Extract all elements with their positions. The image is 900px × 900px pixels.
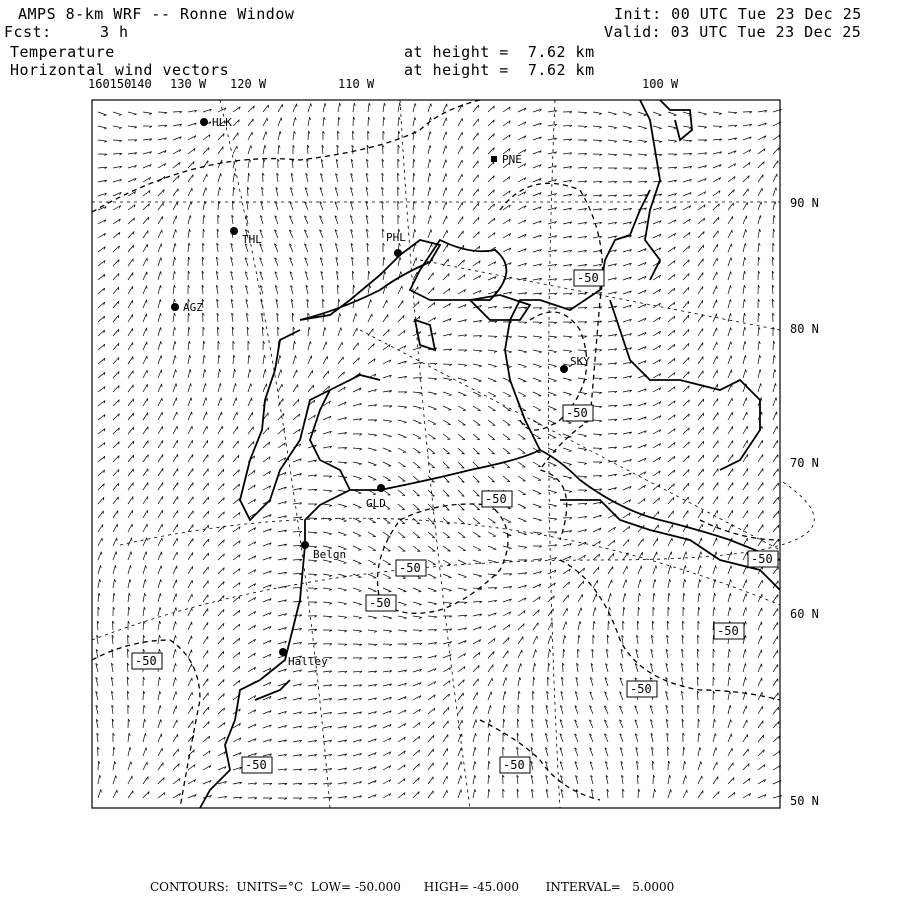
station-marker	[171, 303, 179, 311]
map-title: AMPS 8-km WRF -- Ronne Window	[18, 5, 295, 23]
station-marker	[377, 484, 385, 492]
lat-label: 70 N	[790, 456, 819, 470]
contour-label: -50	[399, 561, 421, 575]
station-label: PHL	[386, 231, 406, 244]
field-temperature: Temperature	[10, 43, 115, 61]
contour-labels	[132, 270, 778, 773]
station-marker	[279, 648, 287, 656]
lat-label: 60 N	[790, 607, 819, 621]
map-frame	[92, 100, 780, 808]
contour-label: -50	[566, 406, 588, 420]
contour-label: -50	[717, 624, 739, 638]
station-marker	[200, 118, 208, 126]
lon-label: 100 W	[642, 77, 679, 91]
temperature-contours	[92, 100, 780, 808]
lon-label: 130 W	[170, 77, 207, 91]
contour-label: -50	[245, 758, 267, 772]
coastline	[200, 100, 780, 808]
contour-label: -50	[135, 654, 157, 668]
longitude-labels	[88, 77, 679, 91]
station-label: HLK	[212, 116, 232, 129]
station-marker	[560, 365, 568, 373]
lat-label: 50 N	[790, 794, 819, 808]
lat-label: 90 N	[790, 196, 819, 210]
contour-label: -50	[577, 271, 599, 285]
stations	[171, 116, 590, 668]
contour-label: -50	[369, 596, 391, 610]
station-label: GLD	[366, 497, 386, 510]
forecast-hour: 3 h	[100, 23, 129, 41]
field-wind-level: at height = 7.62 km	[404, 61, 595, 79]
station-marker	[394, 249, 402, 257]
station-label: AGZ	[183, 301, 203, 314]
lon-label: 160150	[88, 77, 132, 91]
init-time: Init: 00 UTC Tue 23 Dec 25	[614, 5, 862, 23]
lon-label: 120 W	[230, 77, 267, 91]
contour-label: -50	[485, 492, 507, 506]
station-label: Halley	[288, 655, 328, 668]
contour-label: -50	[751, 552, 773, 566]
station-marker	[491, 156, 497, 162]
contour-legend: CONTOURS: UNITS=°C LOW= -50.000 HIGH= -45.000 INTERVAL= 5.0000	[150, 880, 675, 894]
field-temperature-level: at height = 7.62 km	[404, 43, 595, 61]
graticule	[92, 100, 814, 808]
station-marker	[230, 227, 238, 235]
station-marker	[301, 541, 309, 549]
forecast-label: Fcst:	[4, 23, 52, 41]
contour-label: -50	[630, 682, 652, 696]
station-label: SKY	[570, 355, 590, 368]
valid-time: Valid: 03 UTC Tue 23 Dec 25	[604, 23, 862, 41]
lat-label: 80 N	[790, 322, 819, 336]
field-wind: Horizontal wind vectors	[10, 61, 230, 79]
latitude-labels	[790, 196, 819, 808]
wind-vectors	[96, 103, 782, 800]
station-label: THL	[242, 233, 262, 246]
contour-label: -50	[503, 758, 525, 772]
lon-label: 140	[130, 77, 152, 91]
lon-label: 110 W	[338, 77, 375, 91]
station-label: Belgn	[313, 548, 347, 561]
station-label: PNE	[502, 153, 522, 166]
